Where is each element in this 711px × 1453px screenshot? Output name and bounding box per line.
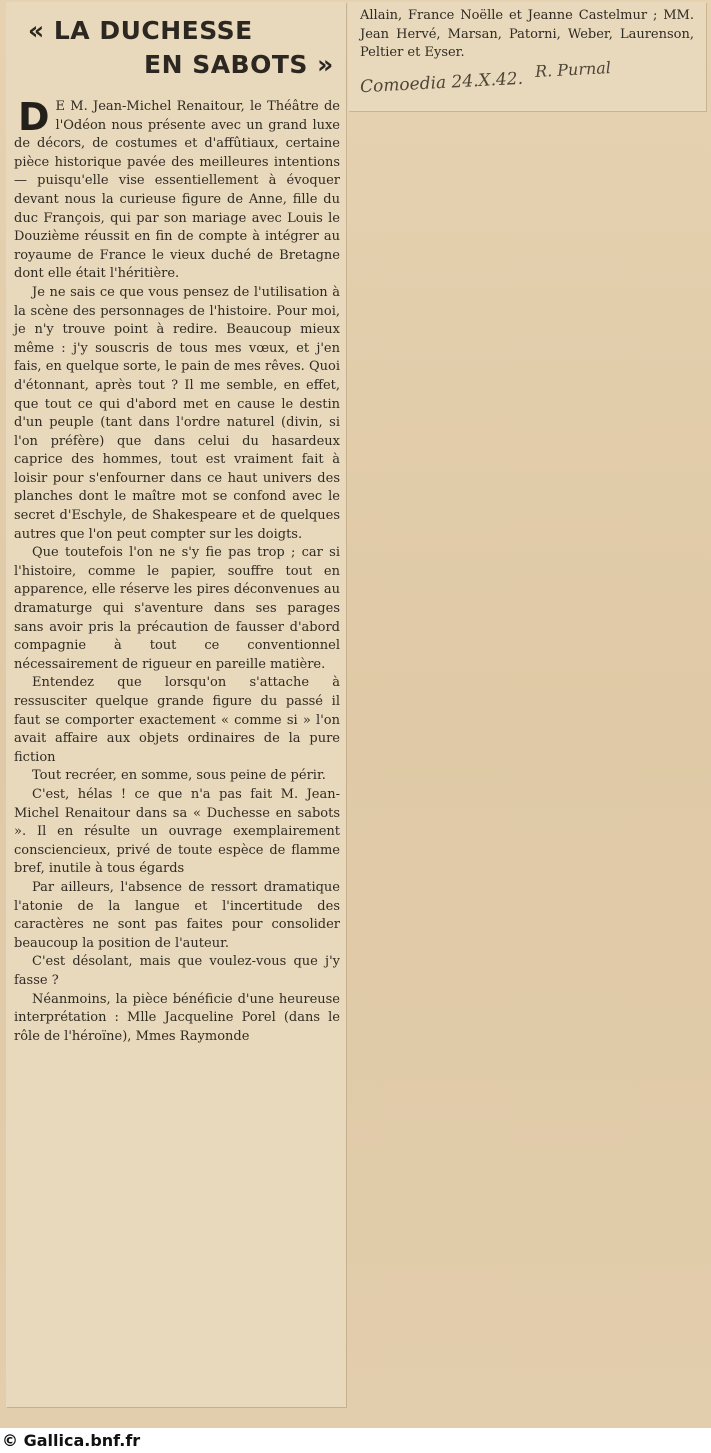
article-paragraph: Entendez que lorsqu'on s'attache à ressusciter quelque grande figure du passé il faut se comporter exactement « comme si » l'on avait affaire aux objets ordinaires de la pure fiction <box>14 675 340 765</box>
article-title-line-2: EN SABOTS » <box>144 50 334 79</box>
article-paragraph: Que toutefois l'on ne s'y fie pas trop ; car si l'histoire, comme le papier, souffre tout en apparence, elle réserve les pires déconvenues au dramaturge qui s'aventure dans ses parages sans avoir pris la précaution de fausser d'abord compagnie à tout ce conventionnel nécessairement de rigueur en pareille matière. <box>14 545 340 672</box>
handwritten-source-note: Comoedia 24.X.42. <box>359 68 524 98</box>
article-clipping-main <box>6 2 346 1407</box>
article-paragraph-text: E M. Jean-Michel Renaitour, le Théâtre de l'Odéon nous présente avec un grand luxe de décors, de costumes et d'affûtiaux, certaine pièce historique pavée des meilleures intentions — puisqu'elle vise essentiellement à évoquer devant nous la curieuse figure de Anne, fille du duc François, qui par son mariage avec Louis le Douzième réussit en fin de compte à intégrer au royaume de France le vieux duché de Bretagne dont elle était l'héritière. <box>14 99 340 282</box>
article-paragraph <box>14 95 340 284</box>
gallica-credit: © Gallica.bnf.fr <box>2 1431 141 1450</box>
article-continuation-text: Allain, France Noëlle et Jeanne Castelmur ; MM. Jean Hervé, Marsan, Patorni, Weber, Laurenson, Peltier et Eyser. <box>360 8 694 61</box>
article-paragraph: C'est, hélas ! ce que n'a pas fait M. Jean-Michel Renaitour dans sa « Duchesse en sabots ». Il en résulte un ouvrage exemplairement consciencieux, privé de toute espèce de flamme bref, inutile à tous égards <box>14 786 340 877</box>
article-paragraph: C'est désolant, mais que voulez-vous que j'y fasse ? <box>14 954 340 988</box>
footer-bar <box>0 1428 711 1453</box>
article-body <box>14 95 340 1046</box>
handwritten-signature: R. Purnal <box>534 58 612 81</box>
article-paragraph: Par ailleurs, l'absence de ressort dramatique l'atonie de la langue et l'incertitude des caractères ne sont pas faites pour consolider beaucoup la position de l'auteur. <box>14 879 340 951</box>
article-paragraph: Je ne sais ce que vous pensez de l'utilisation à la scène des personnages de l'histoire. Pour moi, je n'y trouve point à redire. Beaucoup mieux même : j'y souscris de tous mes vœux, et j'en fais, en quelque sorte, le pain de mes rêves. Quoi d'étonnant, après tout ? Il me semble, en effet, que tout ce qui d'abord met en cause le destin d'un peuple (tant dans l'ordre naturel (divin, si l'on préfère) que dans celui du hasardeux caprice des hommes, tout est vraiment fait à loisir pour s'enfourner dans ce haut univers des planches dont le maître mot se confond avec le secret d'Eschyle, de Shakespeare et de quelques autres que l'on peut compter sur les doigts. <box>14 284 340 542</box>
article-paragraph: Néanmoins, la pièce bénéficie d'une heureuse interprétation : Mlle Jacqueline Porel (dans le rôle de l'héroïne), Mmes Raymonde <box>14 991 340 1044</box>
drop-cap: D <box>18 95 50 139</box>
article-title-line-1: « LA DUCHESSE <box>28 16 253 45</box>
article-paragraph: Tout recréer, en somme, sous peine de périr. <box>32 768 326 784</box>
